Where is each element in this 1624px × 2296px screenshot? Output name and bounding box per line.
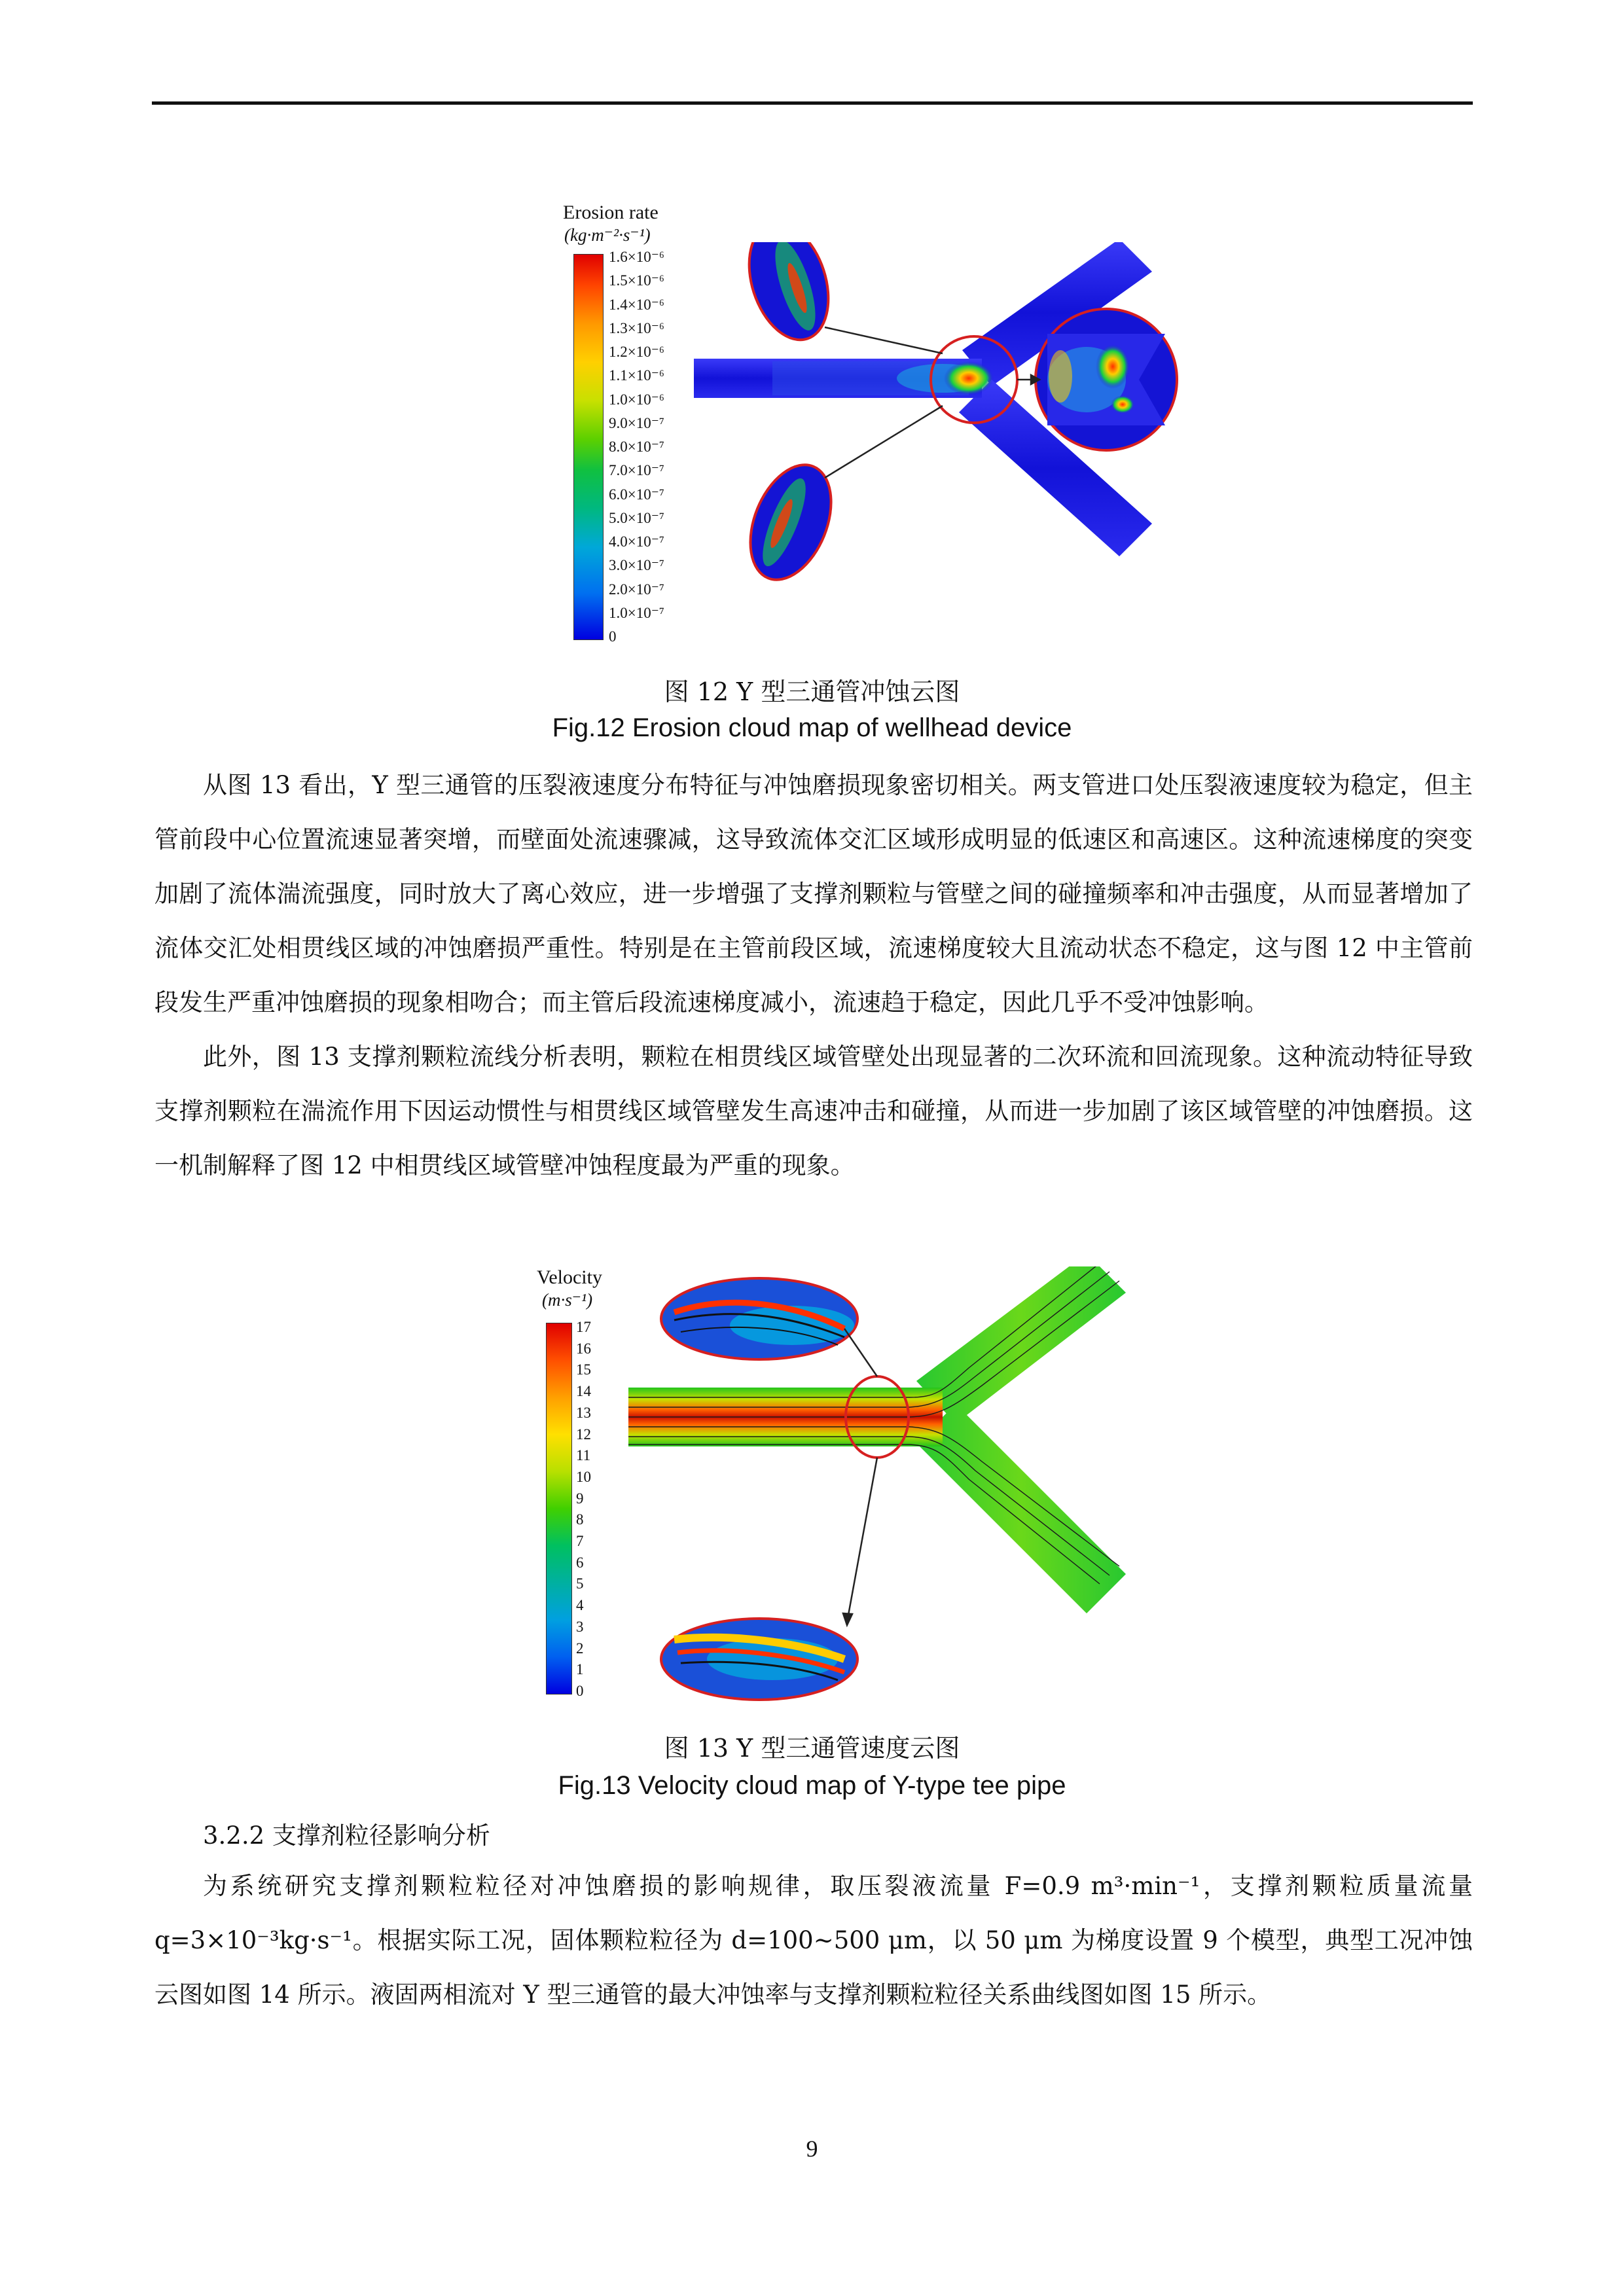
legend-tick-label: 14 [576,1383,591,1400]
lower-branch-pipe [916,1404,1126,1613]
legend-tick-label: 8.0×10⁻⁷ [609,439,664,455]
erosion-cloud-map [694,242,1191,622]
legend-tick-label: 5.0×10⁻⁷ [609,509,664,526]
legend-tick-label: 0 [576,1683,584,1699]
legend-tick-label: 1.5×10⁻⁶ [609,272,664,289]
figure-13-caption-cn: 图 13 Y 型三通管速度云图 [664,1734,960,1763]
legend-tick-label: 17 [576,1319,591,1335]
legend-tick-label: 6.0×10⁻⁷ [609,486,664,503]
legend-tick-label: 6 [576,1554,584,1571]
legend-tick-label: 12 [576,1426,591,1443]
legend-tick-label: 2.0×10⁻⁷ [609,581,664,598]
legend-tick-label: 5 [576,1575,584,1592]
legend-tick-label: 8 [576,1511,584,1528]
legend-tick-label: 1.2×10⁻⁶ [609,344,664,360]
upper-branch-pipe [916,1266,1126,1424]
legend-tick-label: 13 [576,1404,591,1421]
body-text-2 [154,1859,1473,2022]
legend-tick-label: 15 [576,1361,591,1378]
legend-unit: (kg·m⁻²·s⁻¹) [564,225,651,245]
legend-tick-label: 0 [609,628,617,645]
legend-title: Velocity [537,1266,602,1288]
figure-12-caption-cn: 图 12 Y 型三通管冲蚀云图 [664,677,960,706]
paragraph-1: 从图 13 看出，Y 型三通管的压裂液速度分布特征与冲蚀磨损现象密切相关。两支管进口处压裂液速度较为稳定，但主管前段中心位置流速显著突增，而壁面处流速骤减，这导致流体交汇区域形成明显的低速区和高速区。这种流速梯度的突变加剧了流体湍流强度，同时放大了离心效应，进一步增强了支撑剂颗粒与管壁之间的碰撞频率和冲击强度，从而显著增加了流体交汇处相贯线区域的冲蚀磨损严重性。特别是在主管前段区域，流速梯度较大且流动状态不稳定，这与图 12 中主管前段发生严重冲蚀磨损的现象相吻合；而主管后段流速梯度减小，流速趋于稳定，因此几乎不受冲蚀影响。 [154,771,1473,1016]
legend-tick-label: 4 [576,1597,584,1614]
legend-tick-label: 9 [576,1490,584,1507]
legend-tick-label: 1.1×10⁻⁶ [609,367,664,384]
figure-13-caption-en: Fig.13 Velocity cloud map of Y-type tee pipe [558,1771,1066,1800]
zoom-upper-left [735,242,842,350]
legend-tick-label: 7 [576,1533,584,1550]
legend-tick-label: 7.0×10⁻⁷ [609,462,664,479]
legend-tick-label: 1.0×10⁻⁷ [609,604,664,621]
legend-tick-label: 4.0×10⁻⁷ [609,533,664,550]
legend-tick-label: 16 [576,1340,591,1357]
legend-tick-label: 11 [576,1447,591,1464]
legend-tick-label: 3.0×10⁻⁷ [609,557,664,574]
zoom-lower [661,1619,857,1700]
legend-tick-label: 1.4×10⁻⁶ [609,296,664,313]
legend-unit: (m·s⁻¹) [542,1290,593,1310]
legend-tick-label: 1.6×10⁻⁶ [609,249,664,265]
legend-tick-label: 9.0×10⁻⁷ [609,414,664,431]
paragraph-3: 为系统研究支撑剂颗粒粒径对冲蚀磨损的影响规律，取压裂液流量 F=0.9 m³·min⁻¹，支撑剂颗粒质量流量 q=3×10⁻³kg·s⁻¹。根据实际工况，固体颗粒粒径为 d=100~500 μm，以 50 μm 为梯度设置 9 个模型，典型工况冲蚀云图如图 14 所示。液固两相流对 Y 型三通管的最大冲蚀率与支撑剂颗粒粒径关系曲线图如图 15 所示。 [154,1872,1473,2009]
erosion-color-scale [573,254,604,640]
figure-13 [537,1266,1172,1718]
header-rule [152,101,1473,105]
paragraph-2: 此外，图 13 支撑剂颗粒流线分析表明，颗粒在相贯线区域管壁处出现显著的二次环流和回流现象。这种流动特征导致支撑剂颗粒在湍流作用下因运动惯性与相贯线区域管壁发生高速冲击和碰撞，从而进一步加剧了该区域管壁的冲蚀磨损。这一机制解释了图 12 中相贯线区域管壁冲蚀程度最为严重的现象。 [154,1043,1473,1179]
zoom-right [1036,309,1177,450]
legend-title: Erosion rate [563,202,659,223]
section-heading: 3.2.2 支撑剂粒径影响分析 [203,1821,490,1850]
legend-tick-label: 3 [576,1618,584,1635]
zoom-upper [661,1278,857,1359]
legend-tick-label: 1.3×10⁻⁶ [609,319,664,336]
velocity-color-scale [546,1323,572,1695]
legend-tick-label: 10 [576,1468,591,1485]
body-text-1 [154,758,1473,1193]
legend-tick-label: 2 [576,1640,584,1657]
page-number: 9 [806,2136,818,2162]
zoom-arrows [843,1329,877,1625]
legend-tick-label: 1 [576,1661,584,1678]
velocity-cloud-map [628,1266,1172,1718]
figure-12-caption-en: Fig.12 Erosion cloud map of wellhead device [552,713,1072,742]
legend-tick-label: 1.0×10⁻⁶ [609,391,664,408]
figure-12 [563,196,1191,655]
